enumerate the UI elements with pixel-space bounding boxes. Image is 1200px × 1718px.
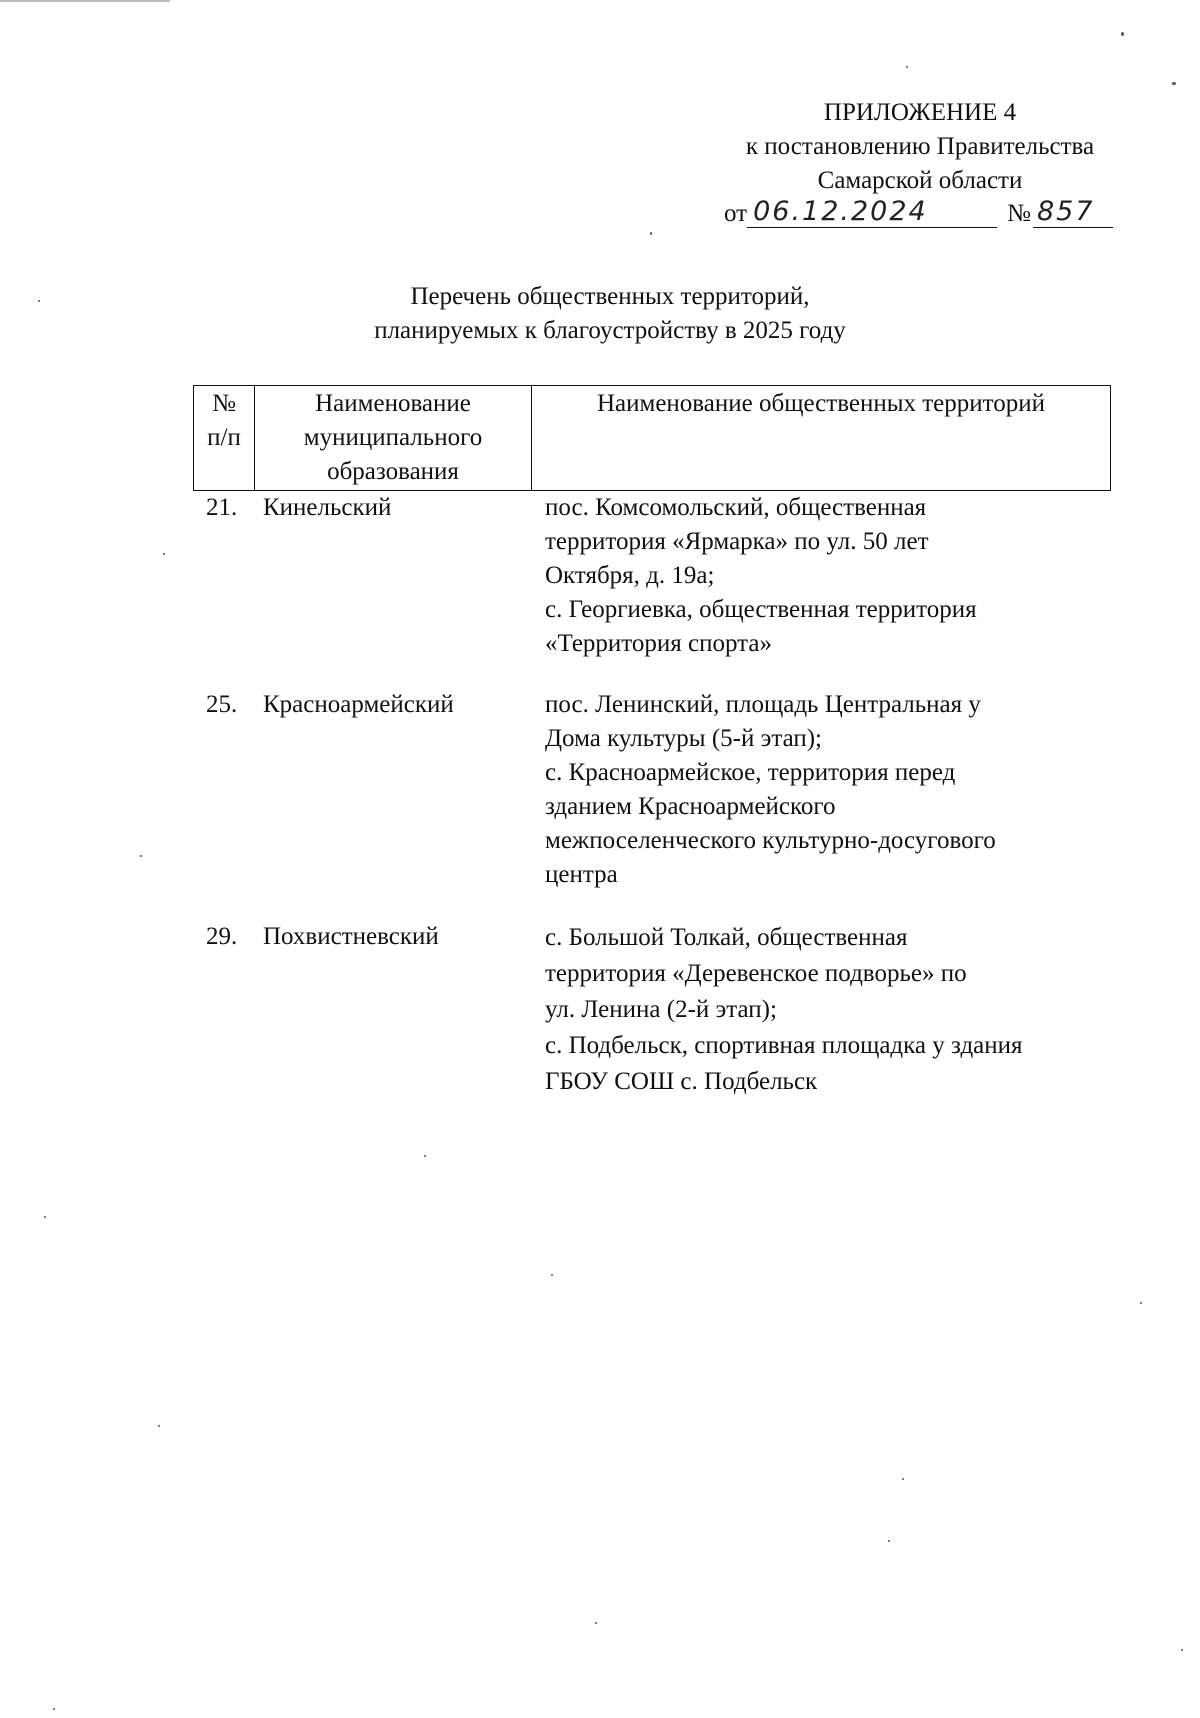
territory-line: территория «Деревенское подворье» по [545,960,967,987]
scan-speck [551,1274,553,1276]
scan-speck [38,300,40,302]
scan-edge-line [0,0,170,2]
appendix-line-region: Самарской области [817,167,1023,194]
document-title-line-2: планируемых к благоустройству в 2025 году [374,317,846,344]
territory-line: ул. Ленина (2-й этап); [545,996,777,1023]
date-prefix: от [724,200,748,227]
row-municipality: Похвистневский [263,923,439,950]
scan-speck [158,1425,160,1427]
territory-line: с. Подбельск, спортивная площадка у здания [545,1032,1023,1059]
header-municipality-line-1: Наименование [315,390,471,417]
header-number-symbol: № [212,390,236,417]
territory-line: зданием Красноармейского [545,793,836,820]
row-territories [545,688,1115,892]
document-title [300,280,920,348]
appendix-header [700,96,1140,198]
header-cell-territories [532,386,1111,491]
appendix-line-decree: к постановлению Правительства [745,133,1095,160]
header-municipality-line-2: муниципального [303,424,483,451]
decree-date-number-line [724,196,1113,228]
territory-line: с. Георгиевка, общественная территория [545,596,977,623]
row-number: 25. [206,691,238,718]
row-number: 29. [206,923,238,950]
scan-speck [888,1540,890,1542]
scan-speck [140,855,142,857]
header-territories-label: Наименование общественных территорий [596,390,1046,417]
header-municipality-line-3: образования [327,458,459,485]
handwritten-number: 857 [1033,196,1113,228]
header-cell-municipality [255,386,532,491]
scan-speck [1140,1302,1142,1304]
scan-speck [1172,82,1176,85]
scan-speck [902,1478,904,1480]
header-cell-number [194,386,255,491]
row-municipality: Кинельский [263,494,392,521]
row-number: 21. [206,494,238,521]
territory-line: центра [545,861,618,888]
territory-line: «Территория спорта» [545,630,772,657]
territory-line: пос. Ленинский, площадь Центральная у [545,691,981,718]
territory-line: территория «Ярмарка» по ул. 50 лет [545,528,929,555]
row-municipality: Красноармейский [263,691,454,718]
territory-line: с. Красноармейское, территория перед [545,759,956,786]
scan-speck [53,1708,55,1710]
scan-speck [163,553,165,555]
document-title-line-1: Перечень общественных территорий, [410,283,810,310]
scan-speck [424,1155,426,1157]
appendix-title: ПРИЛОЖЕНИЕ 4 [823,99,1017,126]
territory-line: с. Большой Толкай, общественная [545,924,908,951]
territory-line: ГБОУ СОШ с. Подбельск [545,1068,818,1095]
territory-line: пос. Комсомольский, общественная [545,494,927,521]
territory-line: Дома культуры (5-й этап); [545,725,822,752]
scan-speck [650,232,652,235]
territory-line: межпоселенческого культурно-досугового [545,827,996,854]
row-territories [545,920,1115,1100]
scan-speck [1181,1649,1183,1651]
scan-speck [44,1216,46,1218]
row-territories [545,491,1115,661]
header-number-abbr: п/п [207,424,241,451]
number-label: № [1007,200,1031,227]
handwritten-date: 06.12.2024 [747,196,997,228]
scan-speck [906,66,908,68]
scan-speck [595,1622,597,1624]
scan-speck [1121,32,1124,36]
table-header [193,385,1111,491]
territory-line: Октября, д. 19а; [545,562,715,589]
